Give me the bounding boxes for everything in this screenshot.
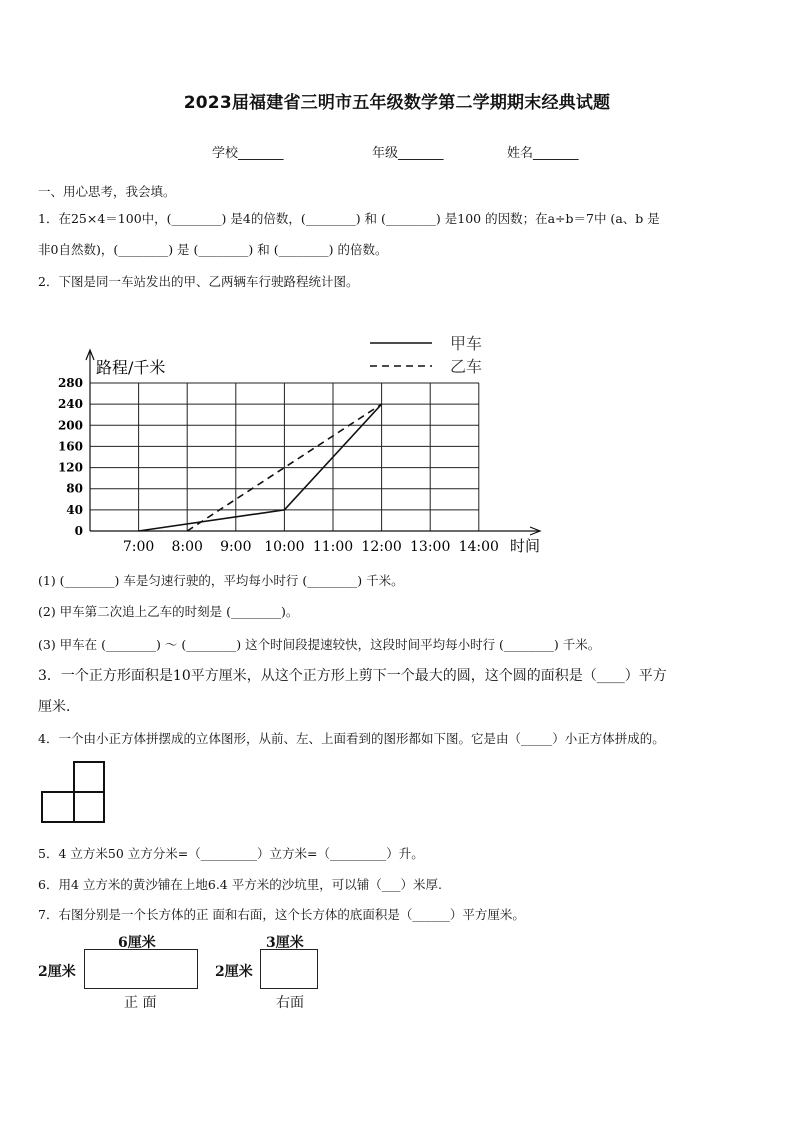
y-tick-label: 80 <box>66 481 83 496</box>
x-axis-title: 时间 <box>510 537 541 555</box>
x-tick-label: 11:00 <box>312 539 354 555</box>
name-field: 姓名_______ <box>507 146 579 161</box>
x-tick-label: 9:00 <box>220 539 252 555</box>
question-4: 4．一个由小正方体拼摆成的立体图形，从前、左、上面看到的图形都如下图。它是由（_____）小正方体拼成的。 <box>38 731 665 746</box>
question-3-line-2: 厘米． <box>38 699 80 715</box>
chart-axes <box>58 350 540 555</box>
bottom-right-square <box>73 791 105 823</box>
x-tick-label: 14:00 <box>458 539 499 555</box>
y-tick-label: 240 <box>57 397 83 412</box>
question-2-sub-3: (3) 甲车在 (________) ～ (________) 这个时间段提速较快，这段时间平均每小时行 (________) 千米。 <box>38 637 601 652</box>
x-tick-label: 8:00 <box>171 539 203 555</box>
bottom-left-square <box>41 791 75 823</box>
question-3-line-1: 3．一个正方形面积是10平方厘米，从这个正方形上剪下一个最大的圆，这个圆的面积是（____）平方 <box>38 668 667 684</box>
y-axis-title: 路程/千米 <box>96 358 166 377</box>
chart-legend <box>370 334 482 376</box>
y-tick-label: 0 <box>74 524 83 538</box>
y-tick-label: 200 <box>57 418 83 433</box>
x-tick-label: 12:00 <box>361 539 402 555</box>
school-field: 学校_______ <box>212 146 284 161</box>
question-6: 6．用4 立方米的黄沙铺在上地6.4 平方米的沙坑里，可以铺（___）米厚. <box>38 877 442 892</box>
question-1-line-1: 1．在25×4＝100中，(________) 是4的倍数，(________) 和 (________) 是100 的因数；在a÷b＝7中 (a、b 是 <box>38 211 660 226</box>
page-title: 2023届福建省三明市五年级数学第二学期期末经典试题 <box>183 93 611 113</box>
section-heading: 一、用心思考，我会填。 <box>38 184 176 199</box>
question-2: 2．下图是同一车站发出的甲、乙两辆车行驶路程统计图。 <box>38 274 359 289</box>
grade-field: 年级_______ <box>372 146 444 161</box>
question-2-sub-2: (2) 甲车第二次追上乙车的时刻是 (________)。 <box>38 604 299 619</box>
question-7: 7．右图分别是一个长方体的正 面和右面，这个长方体的底面积是（______）平方厘米。 <box>38 907 525 922</box>
legend-label-1: 甲车 <box>450 334 483 353</box>
question-1-line-2: 非0自然数)，(________) 是 (________) 和 (________) 的倍数。 <box>38 242 388 257</box>
y-tick-label: 120 <box>57 460 83 475</box>
front-width-label: 6厘米 <box>118 935 156 951</box>
front-caption: 正 面 <box>124 995 157 1011</box>
y-tick-label: 160 <box>57 439 83 454</box>
front-height-label: 2厘米 <box>38 964 76 980</box>
question-2-sub-1: (1) (________) 车是匀速行驶的，平均每小时行 (________) 千米。 <box>38 573 404 588</box>
right-width-label: 3厘米 <box>266 935 304 951</box>
y-tick-label: 280 <box>57 376 83 390</box>
top-square <box>73 761 105 793</box>
x-tick-label: 7:00 <box>122 539 155 555</box>
right-caption: 右面 <box>276 995 304 1011</box>
y-tick-label: 40 <box>66 502 83 517</box>
x-tick-label: 10:00 <box>264 539 305 555</box>
question-5: 5．4 立方米50 立方分米=（_________）立方米=（_________）升。 <box>38 846 424 861</box>
legend-label-2: 乙车 <box>450 357 483 376</box>
x-tick-label: 13:00 <box>410 539 451 555</box>
right-height-label: 2厘米 <box>215 964 253 980</box>
right-face-rect <box>260 949 318 989</box>
front-face-rect <box>84 949 198 989</box>
distance-time-chart <box>40 330 560 560</box>
